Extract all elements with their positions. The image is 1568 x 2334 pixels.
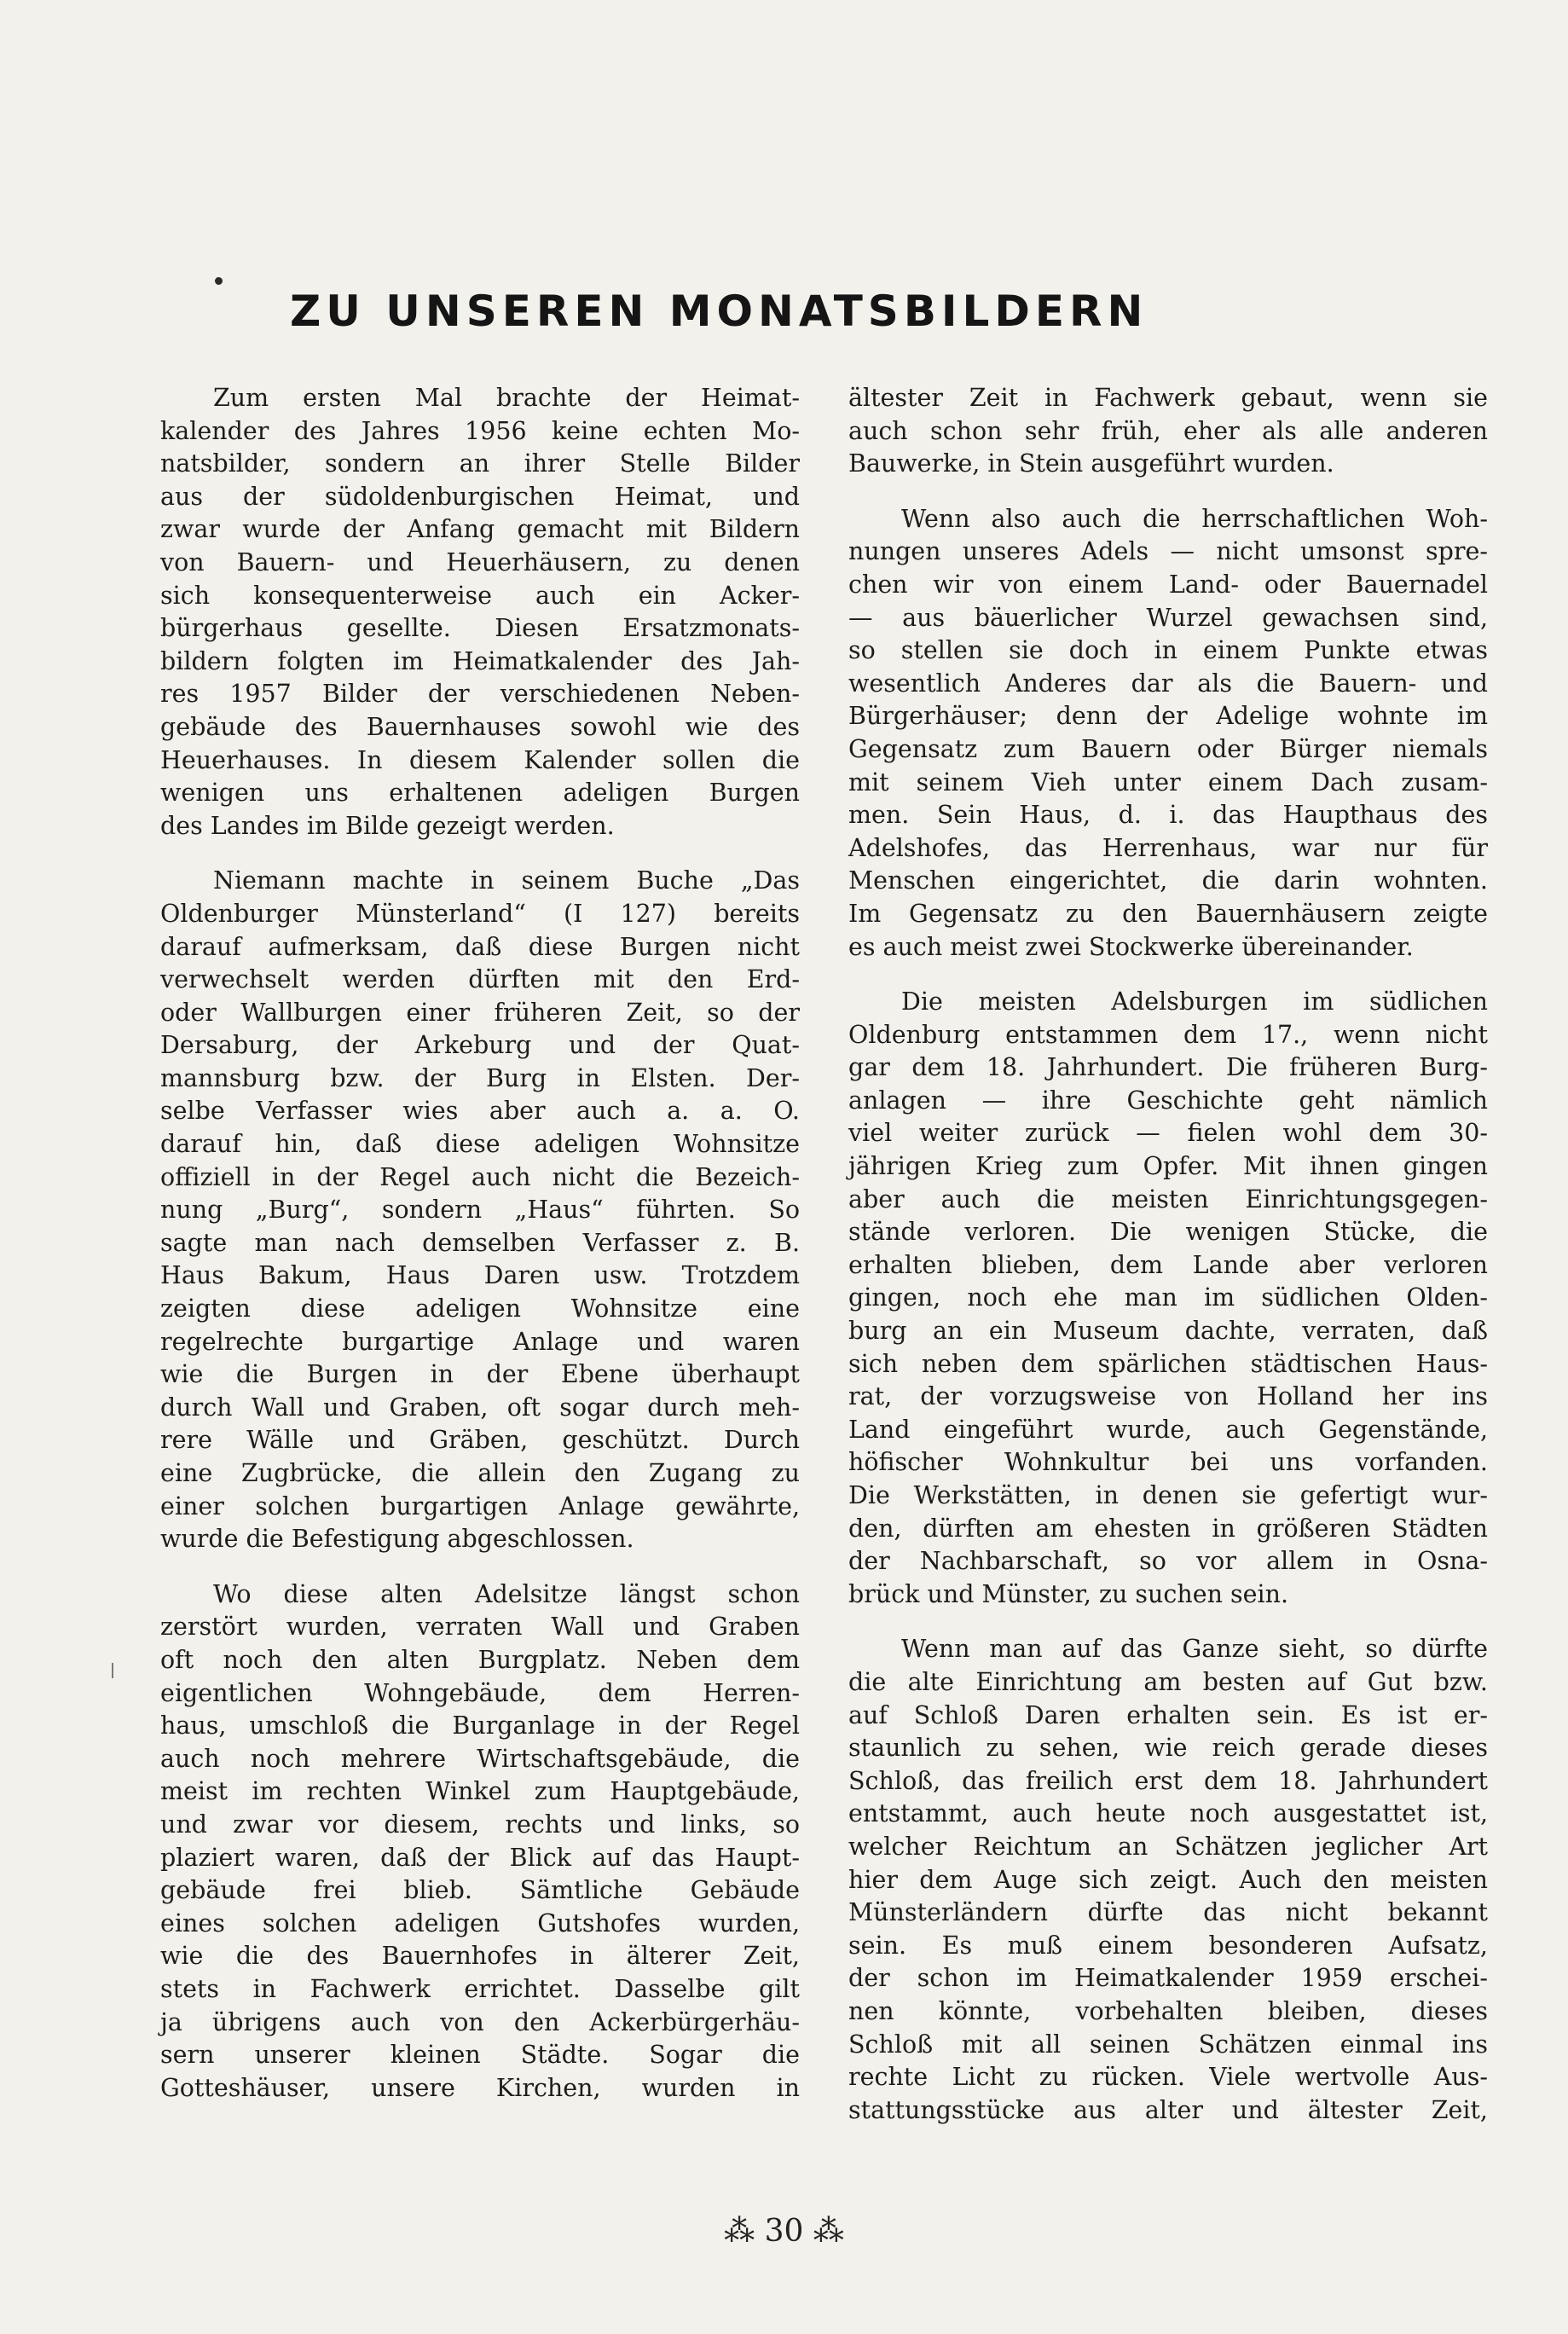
- text-line: haus, umschloß die Burganlage in der Regel: [160, 1711, 800, 1740]
- text-line: ja übrigens auch von den Ackerbürgerhäu-: [160, 2007, 800, 2036]
- text-line: eigentlichen Wohngebäude, dem Herren-: [160, 1678, 800, 1707]
- text-line: Adelshofes, das Herrenhaus, war nur für: [848, 833, 1488, 862]
- text-line: offiziell in der Regel auch nicht die Bezeich-: [160, 1162, 800, 1191]
- text-line: nung „Burg“, sondern „Haus“ führten. So: [160, 1196, 800, 1225]
- text-line: jährigen Krieg zum Opfer. Mit ihnen gingen: [848, 1152, 1488, 1181]
- text-line: einer solchen burgartigen Anlage gewährte,: [160, 1491, 800, 1520]
- text-line: Bauwerke, in Stein ausgeführt wurden.: [848, 449, 1334, 478]
- text-line: bildern folgten im Heimatkalender des Jah-: [160, 646, 800, 675]
- text-line: der Nachbarschaft, so vor allem in Osna-: [848, 1547, 1488, 1576]
- text-line: Gotteshäuser, unsere Kirchen, wurden in: [160, 2073, 800, 2102]
- text-line: Die meisten Adelsburgen im südlichen: [901, 987, 1488, 1016]
- text-line: Schloß, das freilich erst dem 18. Jahrhundert: [848, 1766, 1488, 1795]
- text-line: den, dürften am ehesten in größeren Städten: [848, 1514, 1488, 1543]
- text-line: eines solchen adeligen Gutshofes wurden,: [160, 1908, 800, 1937]
- text-line: natsbilder, sondern an ihrer Stelle Bilder: [160, 449, 800, 478]
- text-line: Menschen eingerichtet, die darin wohnten.: [848, 866, 1488, 895]
- text-line: viel weiter zurück — fielen wohl dem 30-: [848, 1119, 1488, 1148]
- page-number: ⁂ 30 ⁂: [724, 2214, 844, 2249]
- text-line: eine Zugbrücke, die allein den Zugang zu: [160, 1459, 800, 1487]
- text-line: zwar wurde der Anfang gemacht mit Bildern: [160, 515, 800, 544]
- text-line: Im Gegensatz zu den Bauernhäusern zeigte: [848, 899, 1488, 928]
- text-line: kalender des Jahres 1956 keine echten Mo-: [160, 416, 800, 445]
- left-column: [160, 382, 800, 2127]
- text-line: gingen, noch ehe man im südlichen Olden-: [848, 1283, 1488, 1312]
- text-line: entstammt, auch heute noch ausgestattet ist,: [848, 1799, 1488, 1828]
- paragraph: [160, 382, 800, 843]
- text-line: Wenn man auf das Ganze sieht, so dürfte: [901, 1635, 1488, 1664]
- text-line: wie die des Bauernhofes in älterer Zeit,: [160, 1942, 800, 1971]
- text-line: wurde die Befestigung abgeschlossen.: [160, 1525, 634, 1554]
- text-line: stände verloren. Die wenigen Stücke, die: [848, 1218, 1488, 1247]
- text-line: sagte man nach demselben Verfasser z. B.: [160, 1228, 800, 1257]
- text-line: Wo diese alten Adelsitze längst schon: [213, 1579, 800, 1608]
- text-line: des Landes im Bilde gezeigt werden.: [160, 811, 615, 840]
- text-line: gebäude des Bauernhauses sowohl wie des: [160, 712, 800, 741]
- text-line: Oldenburg entstammen dem 17., wenn nicht: [848, 1020, 1488, 1049]
- text-line: nungen unseres Adels — nicht umsonst spre-: [848, 537, 1488, 566]
- text-line: oder Wallburgen einer früheren Zeit, so der: [160, 998, 800, 1027]
- text-line: chen wir von einem Land- oder Bauernadel: [848, 570, 1488, 599]
- text-line: plaziert waren, daß der Blick auf das Haupt-: [160, 1843, 800, 1872]
- text-line: mannsburg bzw. der Burg in Elsten. Der-: [160, 1063, 800, 1092]
- text-line: die alte Einrichtung am besten auf Gut bzw.: [848, 1667, 1488, 1696]
- text-line: von Bauern- und Heuerhäusern, zu denen: [160, 547, 800, 576]
- text-line: selbe Verfasser wies aber auch a. a. O.: [160, 1097, 800, 1126]
- text-line: Haus Bakum, Haus Daren usw. Trotzdem: [160, 1261, 800, 1290]
- text-line: Niemann machte in seinem Buche „Das: [213, 866, 800, 895]
- text-line: Dersaburg, der Arkeburg und der Quat-: [160, 1031, 800, 1060]
- text-line: Schloß mit all seinen Schätzen einmal ins: [848, 2030, 1488, 2059]
- text-line: auf Schloß Daren erhalten sein. Es ist er-: [848, 1700, 1488, 1729]
- text-line: verwechselt werden dürften mit den Erd-: [160, 965, 800, 994]
- text-line: rat, der vorzugsweise von Holland her ins: [848, 1382, 1488, 1411]
- text-line: sich konsequenterweise auch ein Acker-: [160, 581, 800, 610]
- text-line: wie die Burgen in der Ebene überhaupt: [160, 1360, 800, 1389]
- text-line: oft noch den alten Burgplatz. Neben dem: [160, 1645, 800, 1674]
- text-line: ältester Zeit in Fachwerk gebaut, wenn sie: [848, 384, 1488, 412]
- text-line: aus der südoldenburgischen Heimat, und: [160, 482, 800, 511]
- text-line: der schon im Heimatkalender 1959 erschei-: [848, 1964, 1488, 1993]
- text-line: nen könnte, vorbehalten bleiben, dieses: [848, 1996, 1488, 2025]
- margin-mark: [112, 1663, 113, 1678]
- text-line: es auch meist zwei Stockwerke übereinander.: [848, 932, 1414, 961]
- text-line: hier dem Auge sich zeigt. Auch den meisten: [848, 1865, 1488, 1894]
- text-line: Die Werkstätten, in denen sie gefertigt wur-: [848, 1481, 1488, 1509]
- paragraph: [848, 986, 1488, 1611]
- text-line: staunlich zu sehen, wie reich gerade dieses: [848, 1734, 1488, 1763]
- text-line: Gegensatz zum Bauern oder Bürger niemals: [848, 734, 1488, 763]
- text-line: darauf hin, daß diese adeligen Wohnsitze: [160, 1130, 800, 1159]
- text-line: meist im rechten Winkel zum Hauptgebäude,: [160, 1777, 800, 1806]
- text-line: Münsterländern dürfte das nicht bekannt: [848, 1898, 1488, 1927]
- text-line: regelrechte burgartige Anlage und waren: [160, 1327, 800, 1356]
- text-line: zeigten diese adeligen Wohnsitze eine: [160, 1294, 800, 1323]
- text-line: sich neben dem spärlichen städtischen Haus-: [848, 1349, 1488, 1378]
- text-line: sern unserer kleinen Städte. Sogar die: [160, 2041, 800, 2070]
- text-line: men. Sein Haus, d. i. das Haupthaus des: [848, 801, 1488, 830]
- text-line: erhalten blieben, dem Lande aber verloren: [848, 1250, 1488, 1279]
- text-line: res 1957 Bilder der verschiedenen Neben-: [160, 680, 800, 709]
- text-line: höfischer Wohnkultur bei uns vorfanden.: [848, 1448, 1488, 1477]
- text-line: Land eingeführt wurde, auch Gegenstände,: [848, 1415, 1488, 1444]
- text-line: Heuerhauses. In diesem Kalender sollen die: [160, 745, 800, 774]
- text-line: so stellen sie doch in einem Punkte etwas: [848, 636, 1488, 665]
- text-line: brück und Münster, zu suchen sein.: [848, 1579, 1289, 1608]
- text-line: gebäude frei blieb. Sämtliche Gebäude: [160, 1876, 800, 1905]
- text-line: gar dem 18. Jahrhundert. Die früheren Burg-: [848, 1053, 1488, 1082]
- text-line: und zwar vor diesem, rechts und links, so: [160, 1810, 800, 1839]
- text-line: durch Wall und Graben, oft sogar durch meh-: [160, 1393, 800, 1422]
- right-column: [848, 382, 1488, 2149]
- text-line: Wenn also auch die herrschaftlichen Woh-: [901, 504, 1488, 533]
- ink-speck: [215, 277, 223, 285]
- paragraph: [848, 503, 1488, 964]
- text-line: wenigen uns erhaltenen adeligen Burgen: [160, 779, 800, 808]
- text-line: stets in Fachwerk errichtet. Dasselbe gilt: [160, 1974, 800, 2003]
- text-line: sein. Es muß einem besonderen Aufsatz,: [848, 1931, 1488, 1960]
- text-line: auch noch mehrere Wirtschaftsgebäude, die: [160, 1744, 800, 1773]
- text-line: Bürgerhäuser; denn der Adelige wohnte im: [848, 702, 1488, 731]
- text-line: burg an ein Museum dachte, verraten, daß: [848, 1317, 1488, 1346]
- text-line: auch schon sehr früh, eher als alle anderen: [848, 416, 1488, 445]
- text-line: bürgerhaus gesellte. Diesen Ersatzmonats-: [160, 614, 800, 643]
- text-line: aber auch die meisten Einrichtungsgegen-: [848, 1184, 1488, 1213]
- text-line: rechte Licht zu rücken. Viele wertvolle Aus-: [848, 2063, 1488, 2092]
- paragraph: [160, 865, 800, 1555]
- text-line: darauf aufmerksam, daß diese Burgen nicht: [160, 932, 800, 961]
- text-line: welcher Reichtum an Schätzen jeglicher Art: [848, 1832, 1488, 1861]
- text-line: mit seinem Vieh unter einem Dach zusam-: [848, 767, 1488, 796]
- text-line: wesentlich Anderes dar als die Bauern- und: [848, 669, 1488, 698]
- paragraph: [160, 1578, 800, 2105]
- text-line: zerstört wurden, verraten Wall und Graben: [160, 1613, 800, 1642]
- paragraph: [848, 382, 1488, 481]
- text-line: Oldenburger Münsterland“ (I 127) bereits: [160, 899, 800, 928]
- text-line: — aus bäuerlicher Wurzel gewachsen sind,: [848, 603, 1488, 632]
- text-line: Zum ersten Mal brachte der Heimat-: [213, 384, 800, 412]
- text-line: anlagen — ihre Geschichte geht nämlich: [848, 1086, 1488, 1115]
- text-line: stattungsstücke aus alter und ältester Zeit,: [848, 2095, 1488, 2124]
- text-line: rere Wälle und Gräben, geschützt. Durch: [160, 1426, 800, 1455]
- article-title: ZU UNSEREN MONATSBILDERN: [290, 287, 1149, 336]
- paragraph: [848, 1633, 1488, 2127]
